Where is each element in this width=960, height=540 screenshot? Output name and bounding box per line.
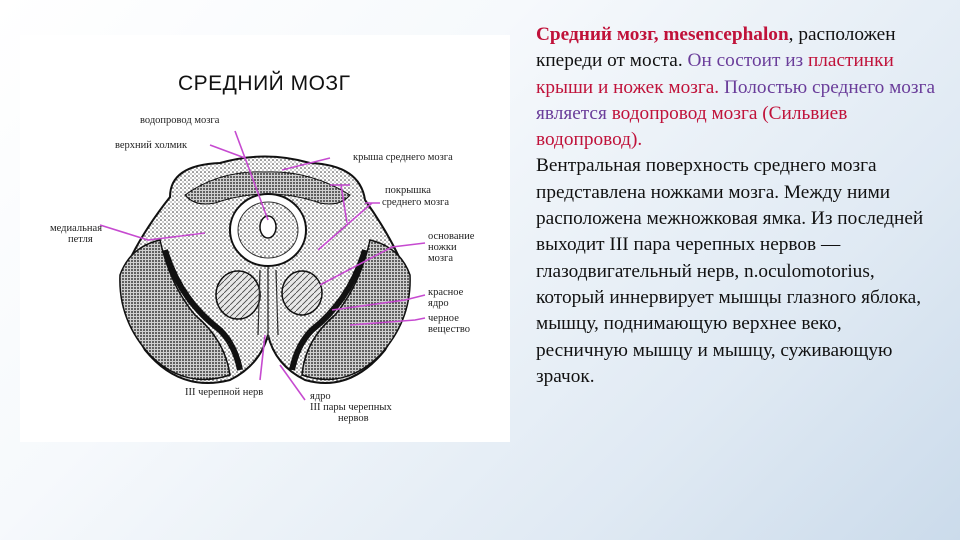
label-red-nucleus-1: красное	[428, 287, 464, 298]
label-nucleus-2: III пары черепных	[310, 402, 392, 413]
label-nucleus-1: ядро	[310, 391, 331, 402]
label-medial-lemniscus-1: медиальная	[50, 223, 103, 234]
label-aqueduct: водопровод мозга	[140, 115, 220, 126]
paragraph-intro	[536, 22, 936, 153]
label-base-1: основание	[428, 231, 475, 242]
label-tegmentum-2: среднего мозга	[382, 197, 449, 208]
figure-title: СРЕДНИЙ МОЗГ	[178, 72, 351, 95]
comma: ,	[788, 24, 794, 45]
label-nucleus-3: нервов	[338, 413, 369, 424]
label-red-nucleus-2: ядро	[428, 298, 449, 309]
cavity-text: Полостью среднего мозга является	[536, 76, 936, 124]
label-third-nerve: III черепной нерв	[185, 387, 264, 398]
label-base-2: ножки	[428, 242, 457, 253]
aqueduct-text: водопровод мозга (Сильвиев водопровод).	[536, 102, 848, 151]
label-upper-colliculus: верхний холмик	[115, 140, 188, 151]
red-nucleus-right	[282, 271, 322, 315]
description-text	[536, 22, 936, 390]
parts-text: пластинки крыши и ножек мозга.	[536, 50, 894, 98]
red-nucleus-left	[216, 271, 260, 319]
term-midbrain: Средний мозг, mesencephalon	[536, 24, 789, 45]
consists-text: Он состоит из	[687, 50, 804, 72]
label-tegmentum-1: покрышка	[385, 185, 431, 196]
midbrain-figure	[20, 35, 510, 442]
label-base-3: мозга	[428, 253, 454, 264]
paragraph-ventral: Вентральная поверхность среднего мозга представлена ножками мозга. Между ними расположена межножковая ямка. Из последней выходит III пара черепных нервов — глазодвигательный нерв, n.oculomotorius, который иннервирует мышцы глазного яблока, мышцу, поднимающую верхнее веко, ресничную мышцу и мышцу, суживающую зрачок.	[536, 155, 924, 387]
label-black-substance-2: вещество	[428, 324, 470, 335]
located-text: расположен кпереди от моста.	[536, 24, 896, 72]
label-tectum: крыша среднего мозга	[353, 152, 453, 163]
label-medial-lemniscus-2: петля	[68, 234, 93, 245]
label-black-substance-1: черное	[428, 313, 459, 324]
